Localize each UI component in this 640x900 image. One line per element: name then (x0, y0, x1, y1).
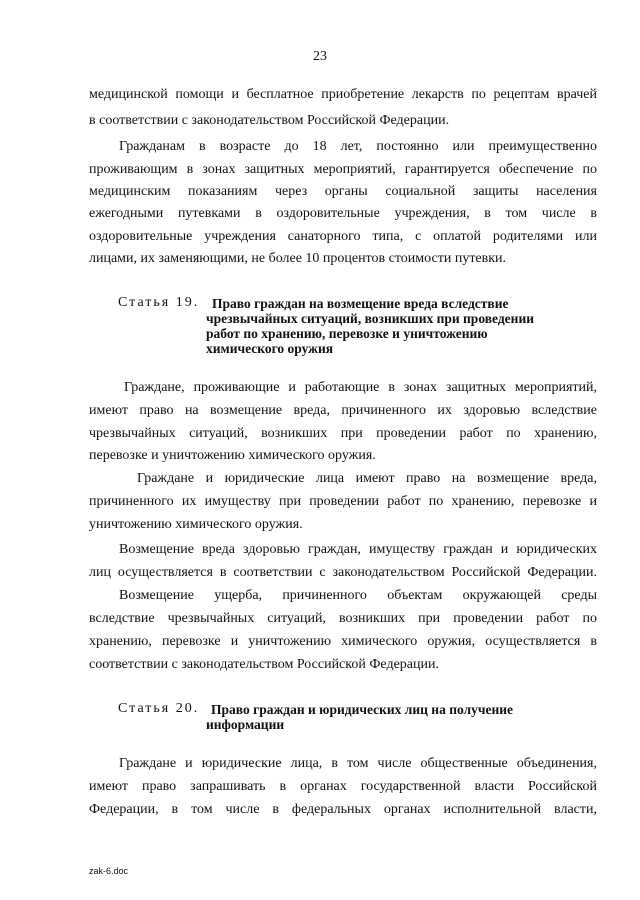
paragraph-2-line: проживающим в зонах защитных мероприятий, гарантируется обеспечение по (89, 162, 597, 177)
paragraph-4-line: Граждане и юридические лица имеют право на возмещение вреда, (137, 471, 597, 486)
article-19-title-line: Право граждан на возмещение вреда вследствие (212, 296, 509, 311)
paragraph-1-line: в соответствии с законодательством Российской Федерации. (89, 113, 450, 128)
paragraph-1-line: медицинской помощи и бесплатное приобретение лекарств по рецептам врачей (89, 87, 597, 102)
paragraph-2-line: медицинским показаниям через органы социальной защиты населения (89, 184, 597, 199)
article-19-title-line: чрезвычайных ситуаций, возникших при проведении (206, 311, 534, 326)
paragraph-2-line: ежегодными путевками в оздоровительные учреждения, в том числе в (89, 206, 597, 221)
paragraph-6-line: хранению, перевозке и уничтожению химического оружия, осуществляется в (89, 634, 597, 649)
paragraph-3-line: перевозке и уничтожению химического оружия. (89, 448, 376, 463)
article-20-label: Статья 20. (118, 701, 200, 716)
paragraph-5-line: лиц осуществляется в соответствии с законодательством Российской Федерации. (89, 565, 597, 580)
paragraph-4-line: причиненного их имуществу при проведении работ по хранению, перевозке и (89, 494, 597, 509)
paragraph-6-line: Возмещение ущерба, причиненного объектам окружающей среды (119, 588, 597, 603)
article-20-title-line: Право граждан и юридических лиц на получение (211, 702, 514, 717)
article-19-title-line: работ по хранению, перевозке и уничтожению (206, 326, 488, 341)
paragraph-2-line: оздоровительные учреждения санаторного типа, с оплатой родителями или (89, 229, 597, 244)
paragraph-7-line: Граждане и юридические лица, в том числе общественные объединения, (119, 756, 597, 771)
paragraph-5-line: Возмещение вреда здоровью граждан, имуществу граждан и юридических (119, 542, 597, 557)
article-19-label: Статья 19. (118, 295, 200, 310)
article-19-title-line: химического оружия (206, 341, 334, 356)
paragraph-4-line: уничтожению химического оружия. (89, 517, 303, 532)
page-number: 23 (313, 49, 327, 64)
paragraph-7-line: Федерации, в том числе в федеральных органах исполнительной власти, (89, 802, 597, 817)
article-20-title-line: информации (206, 717, 285, 732)
paragraph-7-line: имеют право запрашивать в органах государственной власти Российской (89, 779, 597, 794)
paragraph-2-line: Гражданам в возрасте до 18 лет, постоянно или преимущественно (119, 139, 597, 154)
paragraph-3-line: чрезвычайных ситуаций, возникших при проведении работ по хранению, (89, 426, 597, 441)
paragraph-6-line: соответствии с законодательством Российской Федерации. (89, 657, 439, 672)
footer-filename: zak-6.doc (89, 866, 129, 876)
paragraph-3-line: имеют право на возмещение вреда, причиненного их здоровью вследствие (89, 403, 597, 418)
paragraph-3-line: Граждане, проживающие и работающие в зонах защитных мероприятий, (124, 380, 597, 395)
paragraph-6-line: вследствие чрезвычайных ситуаций, возникших при проведении работ по (89, 611, 597, 626)
paragraph-2-line: лицами, их заменяющими, не более 10 процентов стоимости путевки. (89, 251, 507, 266)
